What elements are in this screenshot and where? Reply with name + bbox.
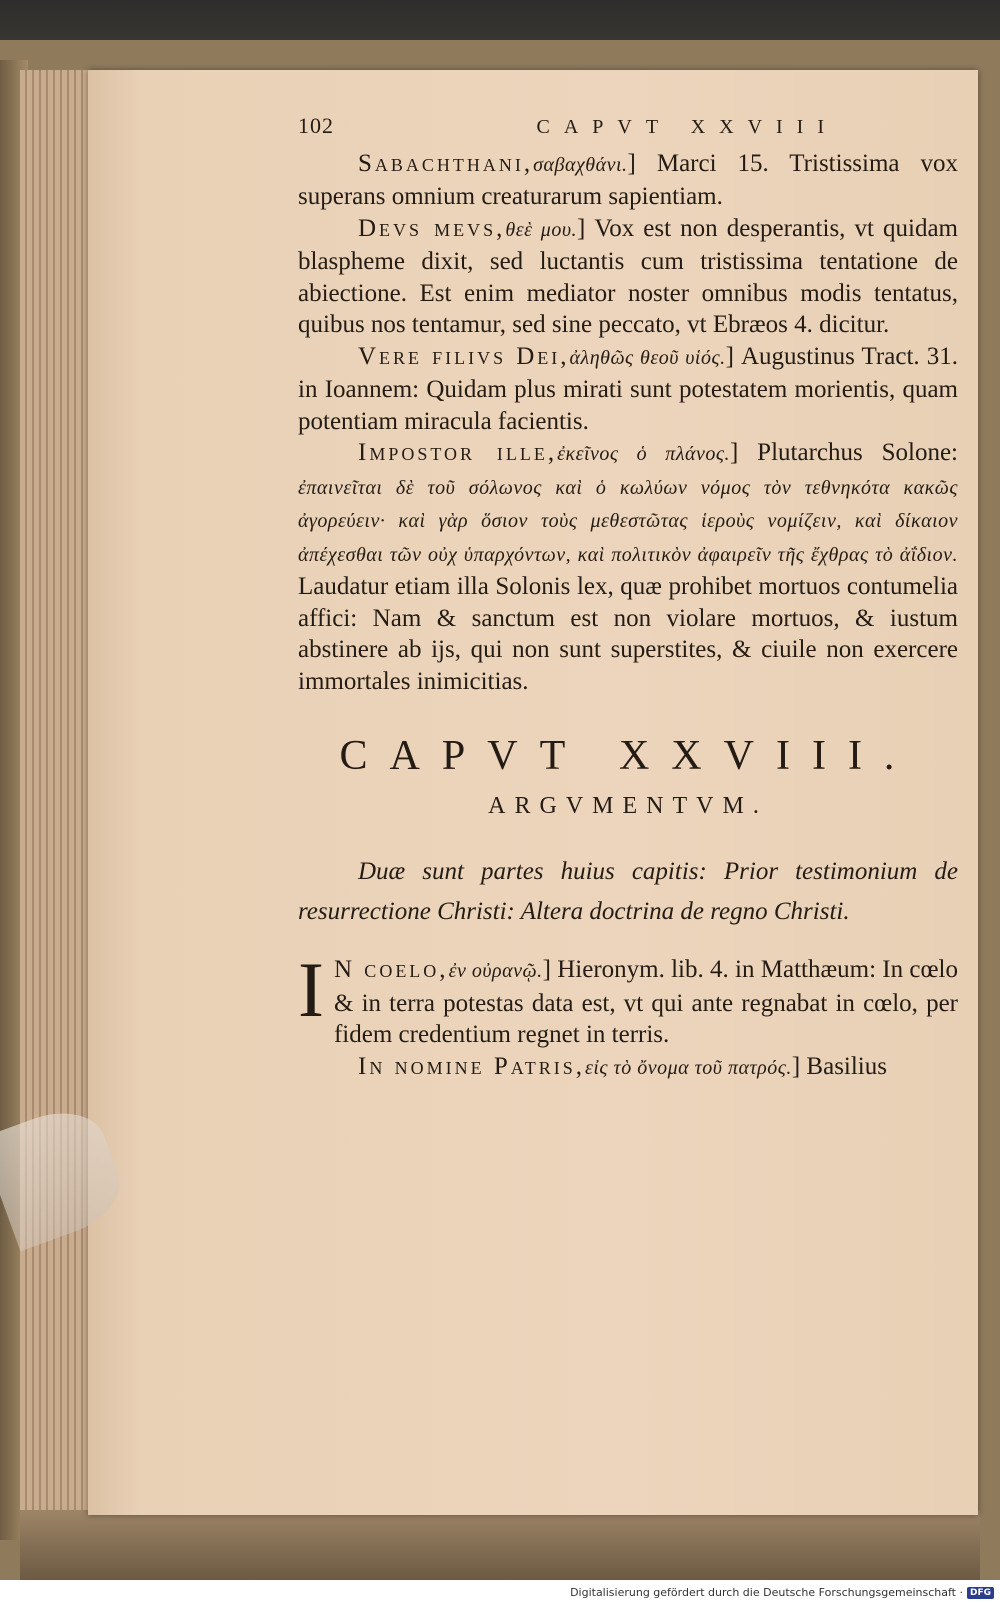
- running-title: CAPVT XXVIII: [536, 116, 838, 138]
- paragraph-in-coelo: [298, 946, 958, 1051]
- page-number: 102: [298, 113, 334, 138]
- greek-lemma: ἀληθῶς θεοῦ υἱός.: [569, 346, 726, 369]
- paragraph-text: ] Basilius: [791, 1052, 887, 1080]
- paragraph-text: ] Marci 15. Tristissima vox superans omnium creaturarum sapientiam.: [298, 149, 958, 210]
- paragraph-vere-filius: [298, 341, 958, 438]
- lemma: Vere filivs Dei,: [358, 342, 570, 370]
- footer-text: Digitalisierung gefördert durch die Deutsche Forschungsgemeinschaft ·: [570, 1586, 963, 1599]
- paragraph-text: Laudatur etiam illa Solonis lex, quæ prohibet mortuos contumelia affici: Nam & sanctum est non violare mortuos, & iustum abstinere ab ijs, qui non sunt superstites, & ciuile non exercere immortales inimicitias.: [298, 573, 958, 695]
- digitization-footer: [570, 1586, 994, 1599]
- paragraph-text: ] Augustinus Tract. 31. in Ioannem: Quidam plus mirati sunt potestatem morientis, quam potentiam miracula facientis.: [298, 342, 958, 435]
- greek-lemma: σαβαχθάνι.: [533, 153, 628, 176]
- lemma: Sabachthani,: [358, 149, 534, 177]
- paragraph-impostor: [298, 437, 958, 697]
- greek-quotation: ἐπαινεῖται δὲ τοῦ σόλωνος καὶ ὁ κωλύων νόμος τὸν τεθνηκότα κακῶς ἀγορεύειν· καὶ γὰρ ὅσιον τοὺς μεθεστῶτας ἱεροὺς νομίζειν, καὶ δίκαιον ἀπέχεσθαι τῶν οὐχ ὑπαρχόντων, καὶ πολιτικὸν ἀφαιρεῖν τῆς ἔχθρας τὸ ἀΐδιον.: [298, 476, 958, 566]
- paragraph-text: ] Plutarchus Solone:: [729, 439, 958, 466]
- drop-capital: I: [298, 946, 324, 1033]
- page-text-block: [298, 110, 958, 1084]
- lemma: Impostor ille,: [358, 439, 558, 466]
- paragraph-in-nomine: [298, 1051, 958, 1085]
- lemma: N coelo,: [333, 956, 449, 983]
- lemma: In nomine Patris,: [358, 1052, 585, 1080]
- greek-lemma: θεὲ μου.: [505, 218, 578, 241]
- paragraph-deus-meus: [298, 213, 958, 341]
- page-header: [298, 110, 958, 144]
- greek-lemma: ἐκεῖνος ὁ πλάνος.: [557, 443, 730, 465]
- argument-title: ARGVMENTVM.: [488, 792, 768, 819]
- lemma: Devs mevs,: [358, 214, 506, 242]
- chapter-title: CAPVT XXVIII.: [339, 733, 917, 779]
- dfg-logo: DFG: [967, 1587, 994, 1599]
- paragraph-sabachthani: [298, 148, 958, 213]
- paragraph-text: ] Hieronym. lib. 4. in Matthæum: In cœlo & in terra potestas data est, vt qui ante regnabat in cœlo, per fidem credentium regnet in terris.: [333, 956, 958, 1048]
- paragraph-text: ] Vox est non desperantis, vt quidam blaspheme dixit, sed luctantis cum tristissima tentatione de abiectione. Est enim mediator noster omnibus modis tentatus, quibus nos tentamur, sed sine peccato, vt Ebræos 4. dicitur.: [298, 214, 958, 338]
- greek-lemma: ἐν οὐρανῷ.: [448, 960, 543, 982]
- greek-lemma: εἰς τὸ ὄνομα τοῦ πατρός.: [584, 1056, 792, 1079]
- page-bottom-edge: [20, 1510, 980, 1580]
- argument-text: Duæ sunt partes huius capitis: Prior testimonium de resurrectione Christi: Altera doctrina de regno Christi.: [298, 858, 958, 925]
